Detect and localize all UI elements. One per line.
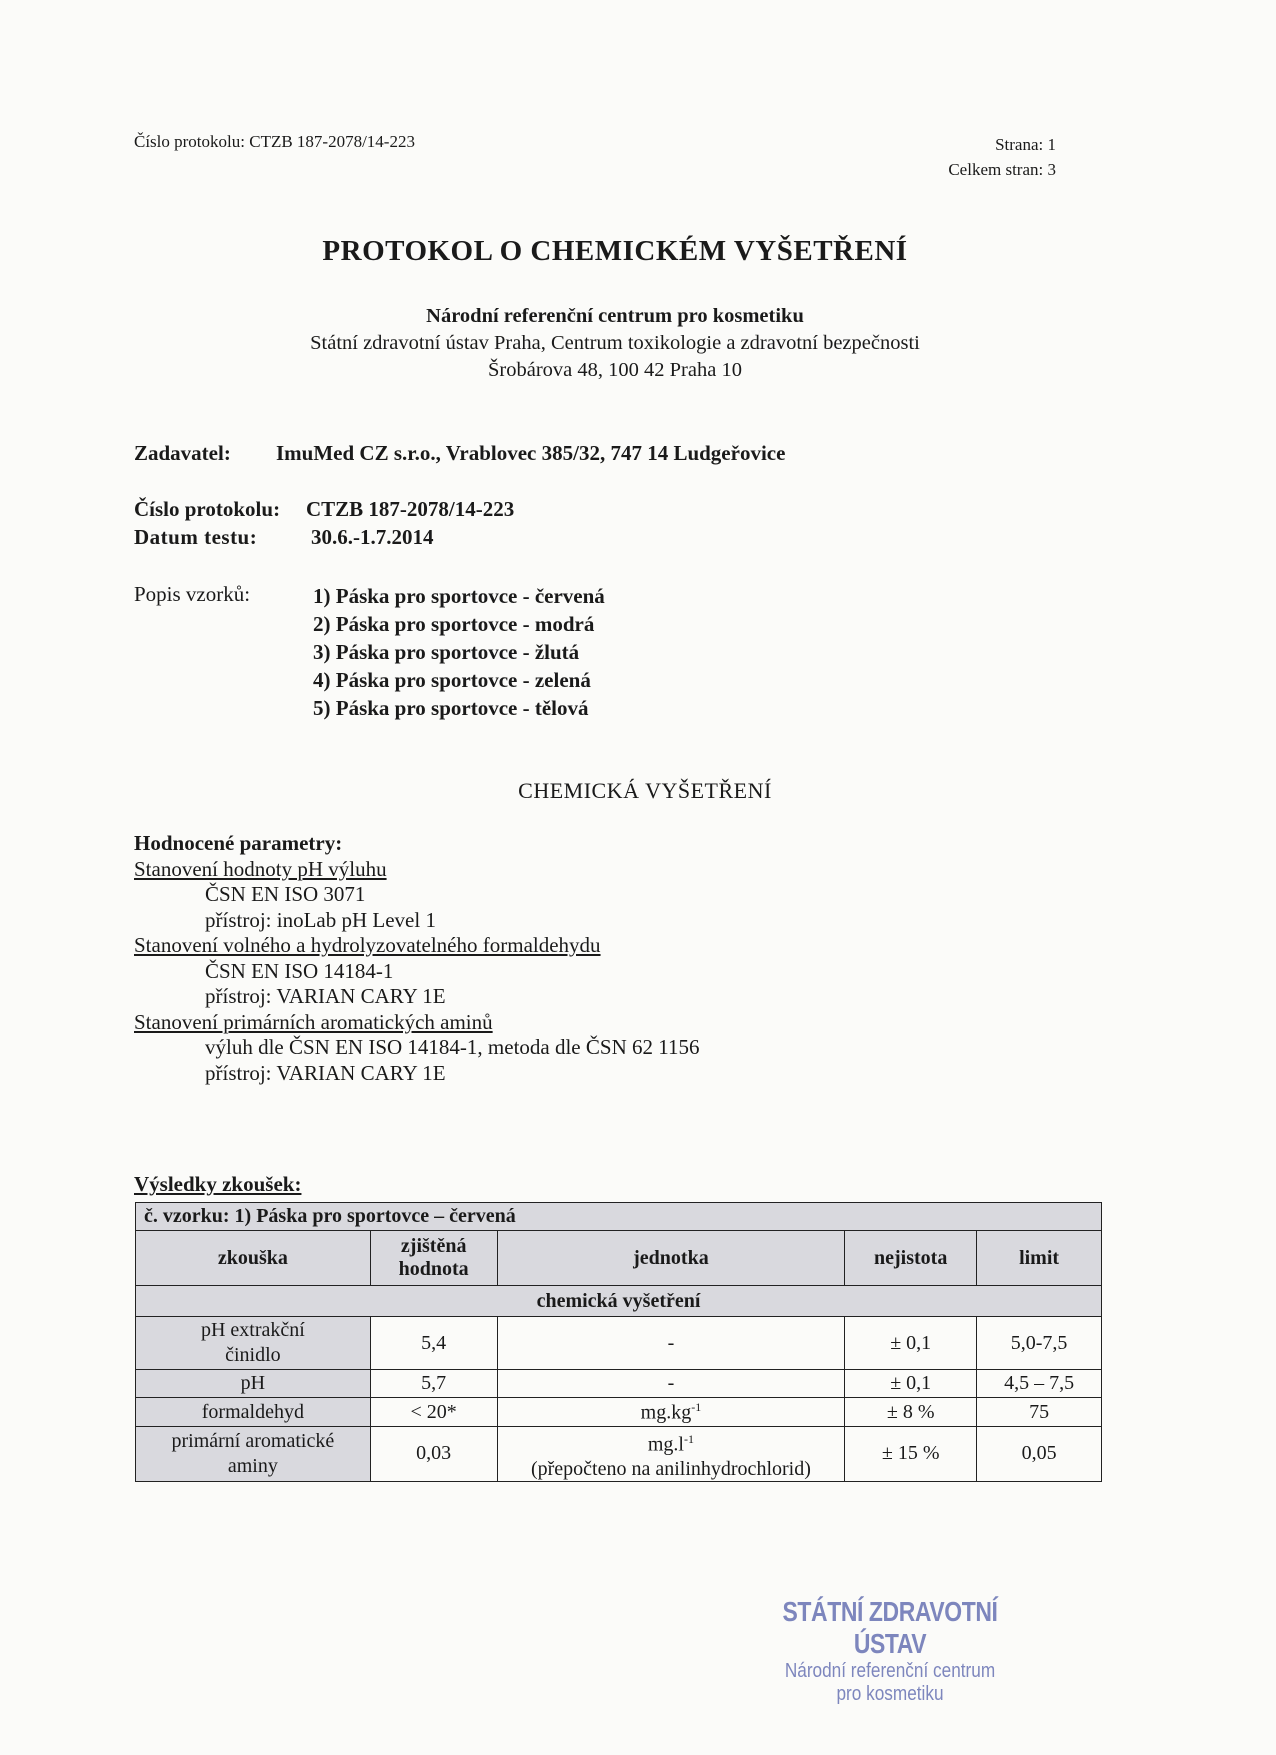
unit-exponent: -1: [683, 1432, 694, 1446]
parameters-heading: Hodnocené parametry:: [134, 831, 343, 855]
cell-value: 5,4: [370, 1317, 497, 1370]
cell-limit: 75: [977, 1398, 1102, 1427]
results-label: Výsledky zkoušek:: [134, 1172, 302, 1196]
table-row: [136, 1370, 1102, 1398]
header-page-info: [948, 132, 1056, 182]
col-header-test: zkouška: [136, 1231, 371, 1286]
col-header-uncertainty: nejistota: [845, 1231, 977, 1286]
param-formaldehyde-title: Stanovení volného a hydrolyzovatelného formaldehydu: [134, 933, 601, 957]
cell-test: pH: [136, 1370, 371, 1398]
table-row: [136, 1398, 1102, 1427]
cell-value: 5,7: [370, 1370, 497, 1398]
table-row: [136, 1427, 1102, 1482]
cell-test: [136, 1427, 371, 1482]
table-row: [136, 1317, 1102, 1370]
parameters-block: [134, 831, 699, 1086]
cell-test: [136, 1317, 371, 1370]
cell-test-line2: činidlo: [225, 1344, 281, 1366]
unit-exponent: -1: [691, 1399, 702, 1414]
cell-value: < 20*: [370, 1398, 497, 1427]
unit-base: mg.l: [647, 1433, 684, 1456]
samples-label: Popis vzorků:: [134, 582, 251, 606]
samples-list: [313, 582, 605, 722]
col-header-value: [370, 1231, 497, 1286]
test-date-value: 30.6.-1.7.2014: [311, 525, 434, 549]
cell-uncertainty: ± 15 %: [845, 1427, 977, 1482]
cell-limit: 5,0-7,5: [977, 1317, 1102, 1370]
param-ph-device: přístroj: inoLab pH Level 1: [205, 907, 436, 932]
unit-note: (přepočteno na anilinhydrochlorid): [530, 1457, 811, 1480]
col-header-value-line1: zjištěná: [400, 1235, 467, 1257]
results-table: [135, 1202, 1102, 1482]
group-row: chemická vyšetření: [136, 1286, 1102, 1317]
list-item: 2) Páska pro sportovce - modrá: [313, 612, 595, 636]
institution-block: [0, 303, 1230, 384]
cell-limit: 0,05: [977, 1427, 1102, 1482]
param-amines-title: Stanovení primárních aromatických aminů: [134, 1009, 493, 1034]
cell-unit: -: [497, 1370, 845, 1398]
client-label: Zadavatel:: [134, 441, 231, 465]
cell-test-line1: primární aromatické: [171, 1429, 335, 1452]
param-amines-standard: výluh dle ČSN EN ISO 14184-1, metoda dle ČSN 62 1156: [205, 1035, 700, 1059]
cell-uncertainty: ± 0,1: [845, 1317, 977, 1370]
cell-uncertainty: ± 8 %: [845, 1398, 977, 1427]
test-date-label: Datum testu:: [134, 525, 258, 549]
cell-unit: -: [497, 1317, 845, 1370]
header-protocol-ref: Číslo protokolu: CTZB 187-2078/14-223: [134, 132, 415, 151]
col-header-value-line2: hodnota: [398, 1258, 469, 1280]
cell-test-line2: aminy: [227, 1454, 278, 1477]
cell-limit: 4,5 – 7,5: [977, 1370, 1102, 1398]
list-item: 4) Páska pro sportovce - zelená: [313, 668, 591, 692]
cell-unit: [497, 1398, 845, 1427]
cell-uncertainty: ± 0,1: [845, 1370, 977, 1398]
total-pages: Celkem stran: 3: [948, 160, 1056, 179]
param-amines-device: přístroj: VARIAN CARY 1E: [205, 1060, 446, 1085]
col-header-unit: jednotka: [497, 1231, 845, 1286]
client-value: ImuMed CZ s.r.o., Vrablovec 385/32, 747 14 Ludgeřovice: [276, 441, 786, 465]
page-number: Strana: 1: [995, 135, 1056, 154]
table-row: [136, 1203, 1102, 1231]
cell-value: 0,03: [370, 1427, 497, 1482]
unit-base: mg.kg: [640, 1401, 692, 1424]
table-row: [136, 1286, 1102, 1317]
sample-row: č. vzorku: 1) Páska pro sportovce – červená: [136, 1203, 1102, 1231]
table-header-row: [136, 1231, 1102, 1286]
institution-dept: Státní zdravotní ústav Praha, Centrum toxikologie a zdravotní bezpečnosti: [310, 332, 920, 354]
cell-unit: [497, 1427, 845, 1482]
document-title: PROTOKOL O CHEMICKÉM VYŠETŘENÍ: [322, 235, 908, 267]
param-formaldehyde-device: přístroj: VARIAN CARY 1E: [205, 984, 446, 1008]
stamp-line3: pro kosmetiku: [836, 1683, 944, 1705]
stamp-line2: Národní referenční centrum: [784, 1660, 996, 1682]
col-header-limit: limit: [977, 1231, 1102, 1286]
protocol-value: CTZB 187-2078/14-223: [306, 497, 515, 521]
param-formaldehyde-standard: ČSN EN ISO 14184-1: [205, 958, 394, 983]
param-ph-standard: ČSN EN ISO 3071: [205, 882, 366, 906]
list-item: 1) Páska pro sportovce - červená: [313, 584, 605, 608]
list-item: 5) Páska pro sportovce - tělová: [313, 696, 589, 720]
institution-name: Národní referenční centrum pro kosmetiku: [426, 305, 804, 327]
cell-test: formaldehyd: [136, 1398, 371, 1427]
list-item: 3) Páska pro sportovce - žlutá: [313, 640, 580, 664]
param-ph-title: Stanovení hodnoty pH výluhu: [134, 856, 387, 881]
institution-stamp: [740, 1596, 1040, 1706]
protocol-label: Číslo protokolu:: [134, 497, 281, 521]
section-title: CHEMICKÁ VYŠETŘENÍ: [518, 778, 772, 803]
institution-address: Šrobárova 48, 100 42 Praha 10: [488, 359, 742, 381]
stamp-line1: STÁTNÍ ZDRAVOTNÍ ÚSTAV: [782, 1596, 998, 1659]
cell-test-line1: pH extrakční: [200, 1319, 305, 1341]
